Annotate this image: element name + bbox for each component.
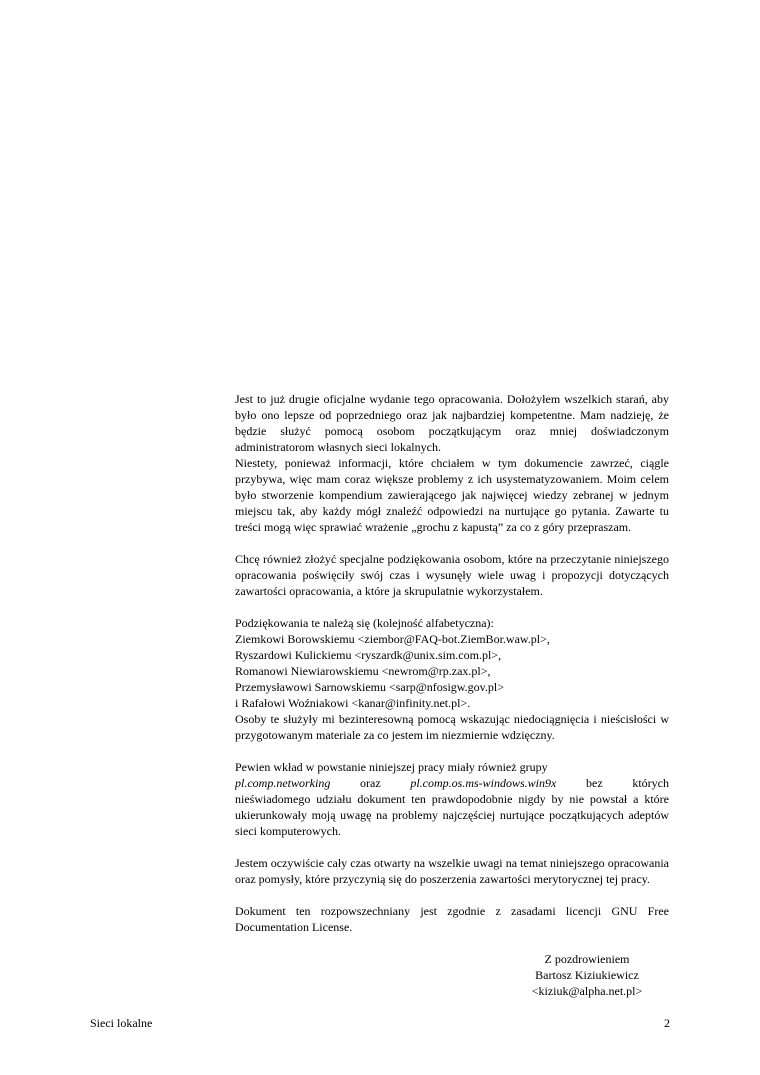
newsgroup-windows: pl.comp.os.ms-windows.win9x [410,776,557,790]
newsgroups-ktorych: których [632,776,669,790]
thanks-outro: Osoby te służyły mi bezinteresowną pomocą wskazując niedociągnięcia i nieścisłości w przygotowanym materiale za co jestem im niezmiernie wdzięczny. [235,712,669,742]
thanks-list-item: Ryszardowi Kulickiemu <ryszardk@unix.sim.com.pl>, [235,648,502,662]
thanks-list-item: Ziemkowi Borowskiemu <ziembor@FAQ-bot.ZiemBor.waw.pl>, [235,632,550,646]
newsgroups-line2 [235,775,669,791]
thanks-list-item: i Rafałowi Woźniakowi <kanar@infinity.net.pl>. [235,696,471,710]
newsgroup-networking: pl.comp.networking [235,776,331,790]
apology-paragraph: Niestety, ponieważ informacji, które chciałem w tym dokumencie zawrzeć, ciągle przybywa, więc mam coraz większe problemy z ich usystematyzowaniem. Moim celem było stworzenie kompendium zawierającego jak najwięcej wiedzy zebranej w jednym miejscu tak, aby każdy mógł znaleźć odpowiedzi na nurtujące go pytania. Zawarte tu treści mogą więc sprawiać wrażenie „grochu z kapustą” za co z góry przepraszam. [235,456,669,534]
newsgroups-paragraph [235,759,669,839]
footer-title: Sieci lokalne [90,1016,153,1030]
license-paragraph: Dokument ten rozpowszechniany jest zgodnie z zasadami licencji GNU Free Documentation License. [235,904,669,934]
thanks-intro: Podziękowania te należą się (kolejność alfabetyczna): [235,616,494,630]
newsgroups-bez: bez [586,776,603,790]
newsgroups-rest: nieświadomego udziału dokument ten prawdopodobnie nigdy by nie powstał a które ukierunkowały moją uwagę na problemy najczęściej nurtujące początkujących adeptów sieci komputerowych. [235,792,669,838]
signature-block [505,951,669,999]
thanks-list-item: Romanowi Niewiarowskiemu <newrom@rp.zax.pl>, [235,664,491,678]
newsgroups-line1: Pewien wkład w powstanie niniejszej pracy miały również grupy [235,760,548,774]
signature-name: Bartosz Kiziukiewicz [535,968,639,982]
document-body [235,391,669,999]
thanks-list-item: Przemysławowi Sarnowskiemu <sarp@nfosigw.gov.pl> [235,680,504,694]
acknowledgement-paragraph: Chcę również złożyć specjalne podziękowania osobom, które na przeczytanie niniejszego opracowania poświęciły swój czas i wysunęły wiele uwag i propozycji dotyczących zawartości opracowania, a które ja skrupulatnie wykorzystałem. [235,552,669,598]
page-number: 2 [664,1016,670,1030]
newsgroups-oraz: oraz [360,776,381,790]
signature-greeting: Z pozdrowieniem [544,952,630,966]
intro-paragraph: Jest to już drugie oficjalne wydanie tego opracowania. Dołożyłem wszelkich starań, aby było ono lepsze od poprzedniego oraz jak najbardziej kompetentne. Mam nadzieję, że będzie służyć pomocą osobom początkującym oraz mniej doświadczonym administratorom własnych sieci lokalnych. [235,392,669,454]
feedback-paragraph: Jestem oczywiście cały czas otwarty na wszelkie uwagi na temat niniejszego opracowania oraz pomysły, które przyczynią się do poszerzenia zawartości merytorycznej tej pracy. [235,856,669,886]
signature-email: <kiziuk@alpha.net.pl> [531,984,643,998]
